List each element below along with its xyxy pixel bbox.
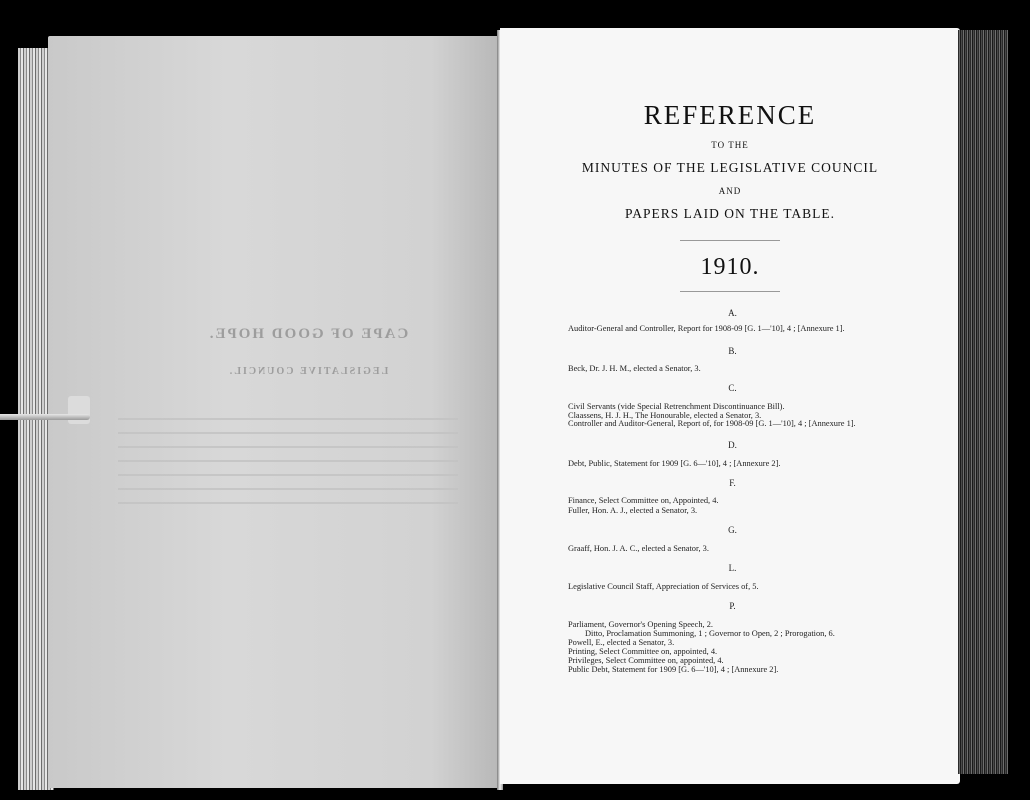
- subtitle-papers: PAPERS LAID ON THE TABLE.: [624, 206, 836, 221]
- index-entry: Printing, Select Committee on, appointed, 4.: [568, 647, 718, 656]
- section-letter-d: D.: [728, 440, 737, 450]
- show-through-text-block: [118, 406, 458, 516]
- section-letter-c: C.: [728, 383, 737, 393]
- index-entry: Legislative Council Staff, Appreciation of Services of, 5.: [568, 582, 759, 591]
- index-entry: Privileges, Select Committee on, appointed, 4.: [568, 656, 724, 665]
- index-entry: Auditor-General and Controller, Report for 1908-09 [G. 1—'10], 4 ; [Annexure 1].: [568, 324, 845, 333]
- index-entry: Claassens, H. J. H., The Honourable, elected a Senator, 3.: [568, 411, 762, 420]
- section-letter-g: G.: [728, 525, 737, 535]
- section-letter-l: L.: [728, 563, 737, 573]
- subtitle-to-the: TO THE: [711, 140, 749, 150]
- subtitle-minutes: MINUTES OF THE LEGISLATIVE COUNCIL: [581, 160, 879, 175]
- section-letter-a: A.: [728, 308, 737, 318]
- index-entry: Controller and Auditor-General, Report of, for 1908-09 [G. 1—'10], 4 ; [Annexure 1].: [568, 419, 856, 428]
- show-through-subheading: LEGISLATIVE COUNCIL.: [227, 366, 389, 377]
- index-entry: Parliament, Governor's Opening Speech, 2.: [568, 620, 714, 629]
- show-through-heading: CAPE OF GOOD HOPE.: [207, 326, 409, 342]
- index-entry: Civil Servants (vide Special Retrenchment Discontinuance Bill).: [568, 402, 785, 411]
- index-entry: Ditto, Proclamation Summoning, 1 ; Governor to Open, 2 ; Prorogation, 6.: [585, 629, 835, 638]
- section-letter-p: P.: [729, 601, 736, 611]
- index-entry: Debt, Public, Statement for 1909 [G. 6—'10], 4 ; [Annexure 2].: [568, 459, 781, 468]
- index-entry: Powell, E., elected a Senator, 3.: [568, 638, 675, 647]
- rule-top: [680, 240, 780, 241]
- year-heading: 1910.: [700, 254, 760, 280]
- left-page: [48, 36, 498, 788]
- index-entry: Beck, Dr. J. H. M., elected a Senator, 3.: [568, 364, 701, 373]
- index-entry: Graaff, Hon. J. A. C., elected a Senator, 3.: [568, 544, 709, 553]
- rule-bottom: [680, 291, 780, 292]
- section-letter-f: F.: [729, 478, 736, 488]
- index-entry: Public Debt, Statement for 1909 [G. 6—'10], 4 ; [Annexure 2].: [568, 665, 779, 674]
- section-letter-b: B.: [728, 346, 737, 356]
- page-title: REFERENCE: [643, 100, 817, 130]
- index-entry: Finance, Select Committee on, Appointed, 4.: [568, 496, 719, 505]
- scanner-rod: [0, 414, 90, 420]
- subtitle-and: AND: [718, 186, 742, 196]
- index-entry: Fuller, Hon. A. J., elected a Senator, 3.: [568, 506, 698, 515]
- right-page-edges: [958, 30, 1008, 774]
